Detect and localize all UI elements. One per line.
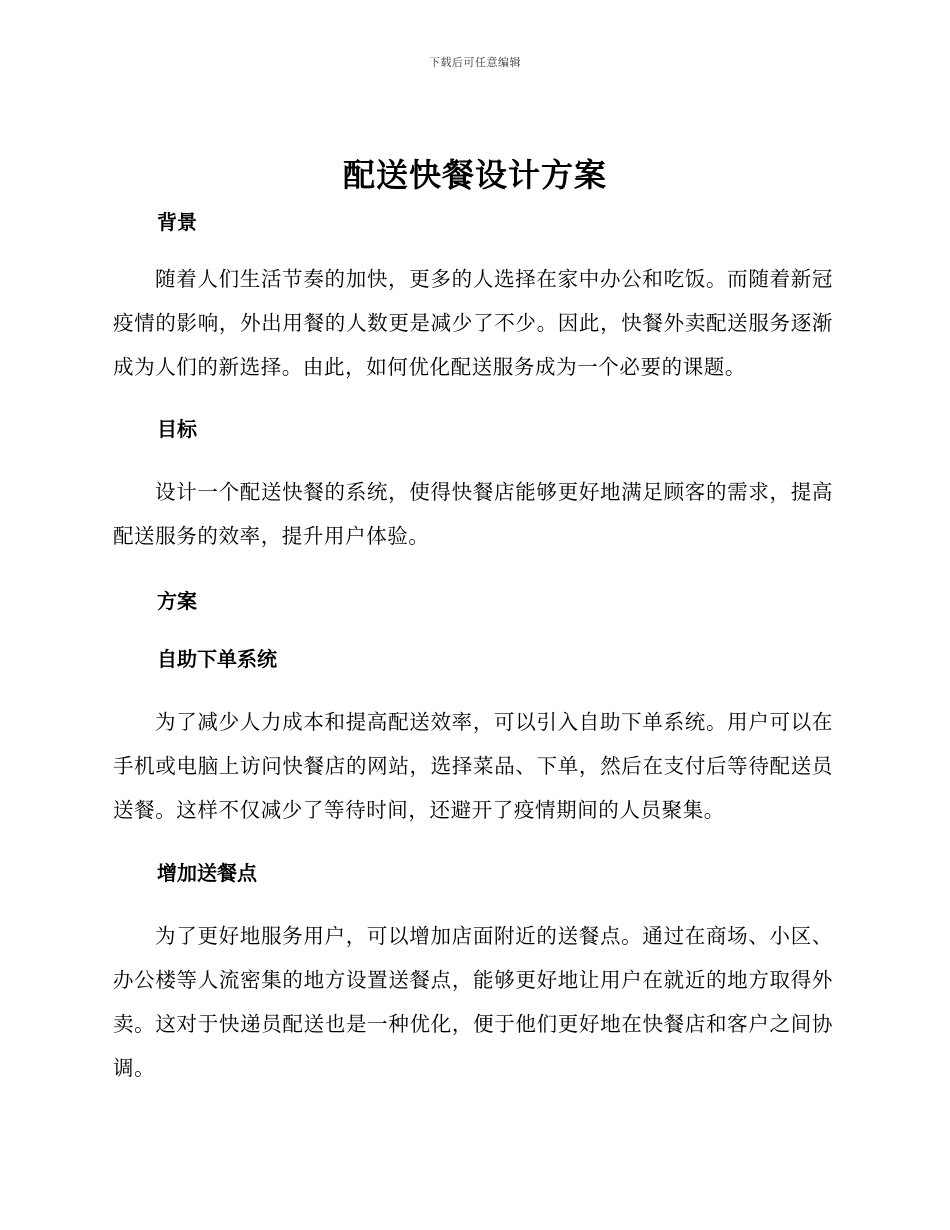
document-title: 配送快餐设计方案	[342, 156, 607, 194]
section-heading-background: 背景	[157, 210, 197, 234]
section-heading-goal: 目标	[157, 417, 197, 441]
section-paragraph-delivery-points: 为了更好地服务用户，可以增加店面附近的送餐点。通过在商场、小区、办公楼等人流密集的地方设置送餐点，能够更好地让用户在就近的地方取得外卖。这对于快递员配送也是一种优化，便于他们更好地在快餐店和客户之间协调。	[113, 924, 833, 1080]
section-paragraph-goal: 设计一个配送快餐的系统，使得快餐店能够更好地满足顾客的需求，提高配送服务的效率，提升用户体验。	[113, 480, 833, 548]
section-paragraph-background: 随着人们生活节奏的加快，更多的人选择在家中办公和吃饭。而随着新冠疫情的影响，外出用餐的人数更是减少了不少。因此，快餐外卖配送服务逐渐成为人们的新选择。由此，如何优化配送服务成为一个必要的课题。	[113, 267, 833, 379]
section-heading-delivery-points: 增加送餐点	[157, 861, 257, 885]
section-heading-plan: 方案	[157, 589, 197, 613]
document-body	[113, 205, 833, 1090]
header-note: 下载后可任意编辑	[429, 56, 521, 69]
section-paragraph-self-order: 为了减少人力成本和提高配送效率，可以引入自助下单系统。用户可以在手机或电脑上访问快餐店的网站，选择菜品、下单，然后在支付后等待配送员送餐。这样不仅减少了等待时间，还避开了疫情期间的人员聚集。	[113, 710, 833, 822]
section-heading-self-order: 自助下单系统	[157, 647, 277, 671]
